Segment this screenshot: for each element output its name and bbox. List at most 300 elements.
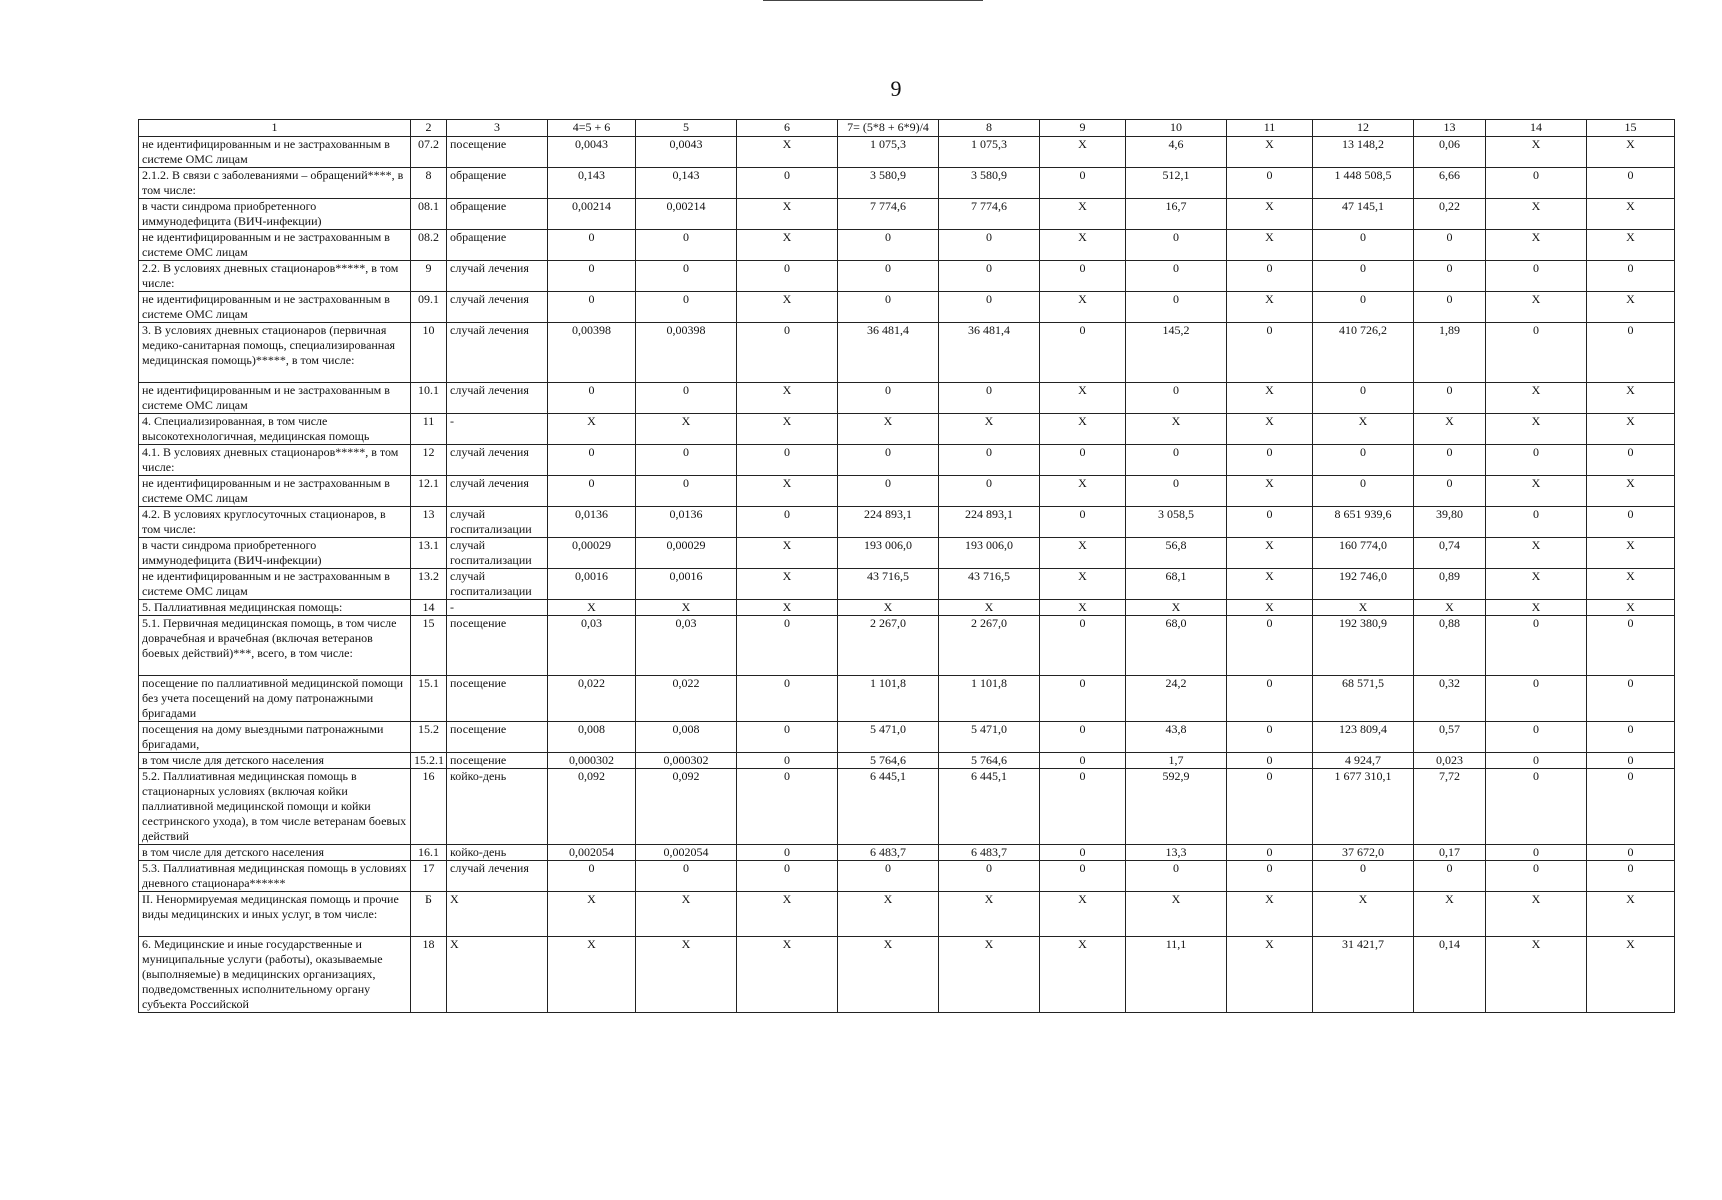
table-row <box>139 137 1675 168</box>
value-cell: 8 651 939,6 <box>1313 507 1414 538</box>
value-cell: X <box>1587 569 1675 600</box>
value-cell: 0 <box>737 616 838 676</box>
row-unit-cell: койко-день <box>447 769 548 845</box>
value-cell: 0 <box>1313 476 1414 507</box>
value-cell: 0 <box>737 845 838 861</box>
value-cell: X <box>1486 137 1587 168</box>
value-cell: 0 <box>1227 616 1313 676</box>
value-cell: 0,00398 <box>636 323 737 383</box>
value-cell: X <box>1227 538 1313 569</box>
row-unit-cell: - <box>447 600 548 616</box>
table-row <box>139 937 1675 1013</box>
value-cell: 5 471,0 <box>939 722 1040 753</box>
value-cell: X <box>1587 937 1675 1013</box>
value-cell: X <box>1040 230 1126 261</box>
value-cell: 0,023 <box>1414 753 1486 769</box>
value-cell: 37 672,0 <box>1313 845 1414 861</box>
value-cell: 0,0043 <box>548 137 636 168</box>
value-cell: 0 <box>1486 676 1587 722</box>
value-cell: X <box>1040 937 1126 1013</box>
value-cell: X <box>1313 892 1414 937</box>
value-cell: 0 <box>1227 676 1313 722</box>
value-cell: 0 <box>1313 383 1414 414</box>
value-cell: 0 <box>1126 383 1227 414</box>
value-cell: 0 <box>737 261 838 292</box>
value-cell: 0 <box>1587 507 1675 538</box>
row-code-cell: 18 <box>411 937 447 1013</box>
value-cell: 0 <box>636 230 737 261</box>
value-cell: 0 <box>1040 507 1126 538</box>
value-cell: 0 <box>838 861 939 892</box>
value-cell: X <box>636 892 737 937</box>
value-cell: X <box>1486 230 1587 261</box>
value-cell: 0 <box>1587 753 1675 769</box>
row-name-cell: в том числе для детского населения <box>139 845 411 861</box>
row-unit-cell: случай лечения <box>447 261 548 292</box>
value-cell: 0,008 <box>548 722 636 753</box>
value-cell: 0 <box>1040 323 1126 383</box>
value-cell: 39,80 <box>1414 507 1486 538</box>
value-cell: 3 580,9 <box>838 168 939 199</box>
value-cell: 0,0016 <box>636 569 737 600</box>
value-cell: X <box>1486 937 1587 1013</box>
value-cell: 0 <box>1227 445 1313 476</box>
row-code-cell: 8 <box>411 168 447 199</box>
table-row <box>139 383 1675 414</box>
row-unit-cell: случай госпитализации <box>447 507 548 538</box>
value-cell: 0,89 <box>1414 569 1486 600</box>
value-cell: 0 <box>1126 292 1227 323</box>
value-cell: 0 <box>1040 861 1126 892</box>
value-cell: 0 <box>838 383 939 414</box>
value-cell: 0,022 <box>636 676 737 722</box>
value-cell: 0 <box>1040 445 1126 476</box>
row-code-cell: 07.2 <box>411 137 447 168</box>
value-cell: X <box>737 292 838 323</box>
value-cell: 0 <box>939 261 1040 292</box>
value-cell: 0 <box>1126 476 1227 507</box>
value-cell: 0 <box>939 476 1040 507</box>
value-cell: X <box>838 414 939 445</box>
value-cell: 0 <box>548 383 636 414</box>
row-unit-cell: посещение <box>447 722 548 753</box>
row-name-cell: 5. Паллиативная медицинская помощь: <box>139 600 411 616</box>
value-cell: 0,88 <box>1414 616 1486 676</box>
row-code-cell: 16.1 <box>411 845 447 861</box>
value-cell: 0 <box>1313 230 1414 261</box>
row-name-cell: II. Ненормируемая медицинская помощь и прочие виды медицинских и иных услуг, в том числе: <box>139 892 411 937</box>
value-cell: X <box>548 600 636 616</box>
value-cell: X <box>737 538 838 569</box>
value-cell: 0 <box>1486 616 1587 676</box>
value-cell: 0 <box>548 861 636 892</box>
row-name-cell: не идентифицированным и не застрахованным в системе ОМС лицам <box>139 137 411 168</box>
value-cell: 0 <box>1587 722 1675 753</box>
row-name-cell: не идентифицированным и не застрахованным в системе ОМС лицам <box>139 569 411 600</box>
value-cell: 0 <box>838 261 939 292</box>
value-cell: X <box>1587 199 1675 230</box>
value-cell: X <box>838 600 939 616</box>
value-cell: 36 481,4 <box>939 323 1040 383</box>
row-unit-cell: - <box>447 414 548 445</box>
table-row <box>139 616 1675 676</box>
value-cell: 0 <box>1587 861 1675 892</box>
value-cell: 0,14 <box>1414 937 1486 1013</box>
value-cell: 43 716,5 <box>838 569 939 600</box>
row-unit-cell: случай лечения <box>447 383 548 414</box>
value-cell: X <box>1227 137 1313 168</box>
value-cell: 0 <box>1414 861 1486 892</box>
value-cell: 0 <box>1587 845 1675 861</box>
value-cell: 0 <box>838 476 939 507</box>
row-name-cell: посещения на дому выездными патронажными бригадами, <box>139 722 411 753</box>
value-cell: 224 893,1 <box>939 507 1040 538</box>
value-cell: 3 058,5 <box>1126 507 1227 538</box>
value-cell: 0,0016 <box>548 569 636 600</box>
value-cell: 0 <box>1040 168 1126 199</box>
value-cell: 410 726,2 <box>1313 323 1414 383</box>
value-cell: 6 445,1 <box>939 769 1040 845</box>
value-cell: X <box>1040 538 1126 569</box>
value-cell: 0,002054 <box>548 845 636 861</box>
value-cell: 224 893,1 <box>838 507 939 538</box>
value-cell: 0 <box>737 676 838 722</box>
column-header: 5 <box>636 120 737 137</box>
value-cell: 0 <box>1486 845 1587 861</box>
value-cell: 193 006,0 <box>838 538 939 569</box>
column-header: 7= (5*8 + 6*9)/4 <box>838 120 939 137</box>
row-name-cell: в том числе для детского населения <box>139 753 411 769</box>
table-row <box>139 861 1675 892</box>
value-cell: 0,00398 <box>548 323 636 383</box>
value-cell: X <box>1040 383 1126 414</box>
row-code-cell: 14 <box>411 600 447 616</box>
value-cell: 0,143 <box>548 168 636 199</box>
value-cell: X <box>1587 414 1675 445</box>
value-cell: X <box>1414 414 1486 445</box>
row-name-cell: не идентифицированным и не застрахованным в системе ОМС лицам <box>139 230 411 261</box>
value-cell: 6 445,1 <box>838 769 939 845</box>
value-cell: 0,000302 <box>548 753 636 769</box>
row-code-cell: 15.2.1 <box>411 753 447 769</box>
value-cell: X <box>636 937 737 1013</box>
row-name-cell: 4. Специализированная, в том числе высокотехнологичная, медицинская помощь <box>139 414 411 445</box>
value-cell: 0 <box>737 323 838 383</box>
value-cell: 0,00214 <box>636 199 737 230</box>
value-cell: 0 <box>737 753 838 769</box>
row-name-cell: 4.2. В условиях круглосуточных стационаров, в том числе: <box>139 507 411 538</box>
value-cell: 0,008 <box>636 722 737 753</box>
row-code-cell: 13.1 <box>411 538 447 569</box>
value-cell: 0 <box>1414 292 1486 323</box>
value-cell: 0 <box>1227 323 1313 383</box>
value-cell: 193 006,0 <box>939 538 1040 569</box>
value-cell: X <box>939 937 1040 1013</box>
value-cell: X <box>1227 937 1313 1013</box>
value-cell: 0,00029 <box>636 538 737 569</box>
value-cell: X <box>1414 892 1486 937</box>
value-cell: 24,2 <box>1126 676 1227 722</box>
value-cell: 0 <box>1126 230 1227 261</box>
value-cell: X <box>1313 414 1414 445</box>
row-name-cell: не идентифицированным и не застрахованным в системе ОМС лицам <box>139 292 411 323</box>
row-unit-cell: X <box>447 892 548 937</box>
value-cell: 7 774,6 <box>838 199 939 230</box>
value-cell: 0,0136 <box>548 507 636 538</box>
value-cell: 192 746,0 <box>1313 569 1414 600</box>
row-name-cell: 2.2. В условиях дневных стационаров*****, в том числе: <box>139 261 411 292</box>
value-cell: X <box>737 199 838 230</box>
value-cell: 0 <box>1486 445 1587 476</box>
value-cell: X <box>1486 292 1587 323</box>
value-cell: X <box>1587 137 1675 168</box>
value-cell: X <box>1227 230 1313 261</box>
row-name-cell: не идентифицированным и не застрахованным в системе ОМС лицам <box>139 383 411 414</box>
row-name-cell: 3. В условиях дневных стационаров (первичная медико-санитарная помощь, специализированная медицинская помощь)*****, в том числе: <box>139 323 411 383</box>
row-name-cell: в части синдрома приобретенного иммунодефицита (ВИЧ-инфекции) <box>139 538 411 569</box>
row-unit-cell: обращение <box>447 199 548 230</box>
row-unit-cell: случай госпитализации <box>447 569 548 600</box>
column-header: 6 <box>737 120 838 137</box>
value-cell: X <box>1486 569 1587 600</box>
value-cell: 0,00214 <box>548 199 636 230</box>
value-cell: 2 267,0 <box>838 616 939 676</box>
value-cell: 0 <box>1414 383 1486 414</box>
row-unit-cell: случай лечения <box>447 445 548 476</box>
column-header: 4=5 + 6 <box>548 120 636 137</box>
value-cell: 0,0043 <box>636 137 737 168</box>
value-cell: X <box>1227 414 1313 445</box>
table-row <box>139 600 1675 616</box>
value-cell: 0 <box>838 292 939 323</box>
value-cell: 0 <box>1486 861 1587 892</box>
value-cell: 0,092 <box>548 769 636 845</box>
value-cell: 0 <box>737 769 838 845</box>
row-name-cell: 6. Медицинские и иные государственные и муниципальные услуги (работы), оказываемые (выполняемые) в медицинских организациях, подведомственных исполнительному органу субъекта Российской <box>139 937 411 1013</box>
value-cell: X <box>1587 476 1675 507</box>
value-cell: X <box>1040 137 1126 168</box>
value-cell: X <box>1040 892 1126 937</box>
value-cell: X <box>1227 892 1313 937</box>
row-unit-cell: койко-день <box>447 845 548 861</box>
value-cell: 0 <box>1227 507 1313 538</box>
value-cell: 0 <box>1414 261 1486 292</box>
value-cell: X <box>737 383 838 414</box>
value-cell: 0,00029 <box>548 538 636 569</box>
value-cell: 0 <box>1313 861 1414 892</box>
value-cell: X <box>1587 292 1675 323</box>
row-name-cell: 5.2. Паллиативная медицинская помощь в стационарных условиях (включая койки паллиативной медицинской помощи и койки сестринского ухода), в том числе ветеранам боевых действий <box>139 769 411 845</box>
value-cell: X <box>737 600 838 616</box>
column-header: 3 <box>447 120 548 137</box>
value-cell: 0 <box>1587 616 1675 676</box>
table-row <box>139 445 1675 476</box>
column-header: 10 <box>1126 120 1227 137</box>
row-name-cell: в части синдрома приобретенного иммунодефицита (ВИЧ-инфекции) <box>139 199 411 230</box>
value-cell: 5 764,6 <box>939 753 1040 769</box>
row-code-cell: 09.1 <box>411 292 447 323</box>
value-cell: X <box>838 892 939 937</box>
value-cell: 7 774,6 <box>939 199 1040 230</box>
value-cell: 0,57 <box>1414 722 1486 753</box>
value-cell: X <box>1587 538 1675 569</box>
value-cell: 512,1 <box>1126 168 1227 199</box>
row-unit-cell: случай госпитализации <box>447 538 548 569</box>
row-unit-cell: обращение <box>447 168 548 199</box>
value-cell: 0,03 <box>548 616 636 676</box>
value-cell: 3 580,9 <box>939 168 1040 199</box>
value-cell: 11,1 <box>1126 937 1227 1013</box>
value-cell: X <box>1040 199 1126 230</box>
row-unit-cell: случай лечения <box>447 323 548 383</box>
data-table <box>138 119 1675 1013</box>
table-row <box>139 753 1675 769</box>
value-cell: 7,72 <box>1414 769 1486 845</box>
value-cell: 16,7 <box>1126 199 1227 230</box>
row-code-cell: 9 <box>411 261 447 292</box>
value-cell: 0 <box>636 861 737 892</box>
table-row <box>139 414 1675 445</box>
value-cell: 68,1 <box>1126 569 1227 600</box>
value-cell: 1 101,8 <box>939 676 1040 722</box>
value-cell: 0 <box>1313 292 1414 323</box>
value-cell: X <box>1414 600 1486 616</box>
page-number: 9 <box>890 76 902 101</box>
value-cell: 0 <box>838 445 939 476</box>
value-cell: X <box>1227 476 1313 507</box>
value-cell: 1,89 <box>1414 323 1486 383</box>
value-cell: 13,3 <box>1126 845 1227 861</box>
column-header: 2 <box>411 120 447 137</box>
value-cell: 0,000302 <box>636 753 737 769</box>
value-cell: 0 <box>737 507 838 538</box>
value-cell: 0,143 <box>636 168 737 199</box>
row-code-cell: 17 <box>411 861 447 892</box>
column-header: 9 <box>1040 120 1126 137</box>
value-cell: 0 <box>1313 445 1414 476</box>
value-cell: 1 448 508,5 <box>1313 168 1414 199</box>
row-name-cell: не идентифицированным и не застрахованным в системе ОМС лицам <box>139 476 411 507</box>
row-name-cell: 5.1. Первичная медицинская помощь, в том числе доврачебная и врачебная (включая ветеранов боевых действий)***, всего, в том числе: <box>139 616 411 676</box>
value-cell: X <box>1486 892 1587 937</box>
value-cell: X <box>636 414 737 445</box>
column-header: 12 <box>1313 120 1414 137</box>
value-cell: 0 <box>1486 507 1587 538</box>
value-cell: X <box>1486 383 1587 414</box>
value-cell: X <box>548 892 636 937</box>
value-cell: 592,9 <box>1126 769 1227 845</box>
value-cell: 68,0 <box>1126 616 1227 676</box>
value-cell: 0 <box>548 292 636 323</box>
value-cell: 43 716,5 <box>939 569 1040 600</box>
value-cell: 0 <box>1227 769 1313 845</box>
value-cell: 6,66 <box>1414 168 1486 199</box>
row-code-cell: Б <box>411 892 447 937</box>
value-cell: X <box>1587 892 1675 937</box>
value-cell: X <box>548 937 636 1013</box>
value-cell: 1 075,3 <box>838 137 939 168</box>
value-cell: 2 267,0 <box>939 616 1040 676</box>
value-cell: 0 <box>1486 168 1587 199</box>
value-cell: 123 809,4 <box>1313 722 1414 753</box>
value-cell: 0 <box>1587 168 1675 199</box>
value-cell: 0 <box>1486 753 1587 769</box>
value-cell: 0 <box>1227 753 1313 769</box>
value-cell: 0 <box>1040 616 1126 676</box>
value-cell: X <box>1486 199 1587 230</box>
row-name-cell: 2.1.2. В связи с заболеваниями – обращений****, в том числе: <box>139 168 411 199</box>
value-cell: X <box>737 137 838 168</box>
row-code-cell: 11 <box>411 414 447 445</box>
value-cell: 0 <box>636 476 737 507</box>
column-header: 11 <box>1227 120 1313 137</box>
value-cell: 0 <box>1227 168 1313 199</box>
value-cell: X <box>737 476 838 507</box>
value-cell: 0 <box>939 230 1040 261</box>
value-cell: 0 <box>939 383 1040 414</box>
value-cell: 1,7 <box>1126 753 1227 769</box>
value-cell: 160 774,0 <box>1313 538 1414 569</box>
value-cell: 0 <box>939 292 1040 323</box>
value-cell: X <box>1227 600 1313 616</box>
value-cell: X <box>548 414 636 445</box>
row-code-cell: 08.1 <box>411 199 447 230</box>
value-cell: 0 <box>1040 845 1126 861</box>
row-code-cell: 16 <box>411 769 447 845</box>
value-cell: 0 <box>737 168 838 199</box>
row-unit-cell: X <box>447 937 548 1013</box>
row-code-cell: 13 <box>411 507 447 538</box>
value-cell: 0 <box>1414 476 1486 507</box>
value-cell: X <box>1040 569 1126 600</box>
value-cell: 145,2 <box>1126 323 1227 383</box>
row-unit-cell: посещение <box>447 137 548 168</box>
row-code-cell: 12 <box>411 445 447 476</box>
table-row <box>139 892 1675 937</box>
value-cell: 0 <box>1227 861 1313 892</box>
value-cell: 0 <box>636 292 737 323</box>
column-header: 14 <box>1486 120 1587 137</box>
value-cell: 1 075,3 <box>939 137 1040 168</box>
value-cell: 1 101,8 <box>838 676 939 722</box>
table-row <box>139 507 1675 538</box>
table-row <box>139 261 1675 292</box>
scan-artifact-line <box>763 0 983 1</box>
value-cell: 0 <box>737 861 838 892</box>
row-code-cell: 13.2 <box>411 569 447 600</box>
value-cell: 13 148,2 <box>1313 137 1414 168</box>
value-cell: 0,022 <box>548 676 636 722</box>
value-cell: 0 <box>1126 445 1227 476</box>
value-cell: 1 677 310,1 <box>1313 769 1414 845</box>
row-unit-cell: обращение <box>447 230 548 261</box>
value-cell: 56,8 <box>1126 538 1227 569</box>
value-cell: X <box>1486 414 1587 445</box>
value-cell: X <box>1587 383 1675 414</box>
value-cell: X <box>1486 600 1587 616</box>
value-cell: 0,22 <box>1414 199 1486 230</box>
value-cell: 0 <box>1587 261 1675 292</box>
value-cell: 43,8 <box>1126 722 1227 753</box>
row-code-cell: 08.2 <box>411 230 447 261</box>
value-cell: X <box>737 937 838 1013</box>
value-cell: 0,74 <box>1414 538 1486 569</box>
value-cell: X <box>939 600 1040 616</box>
row-unit-cell: посещение <box>447 676 548 722</box>
table-row <box>139 569 1675 600</box>
table-row <box>139 292 1675 323</box>
row-code-cell: 15 <box>411 616 447 676</box>
